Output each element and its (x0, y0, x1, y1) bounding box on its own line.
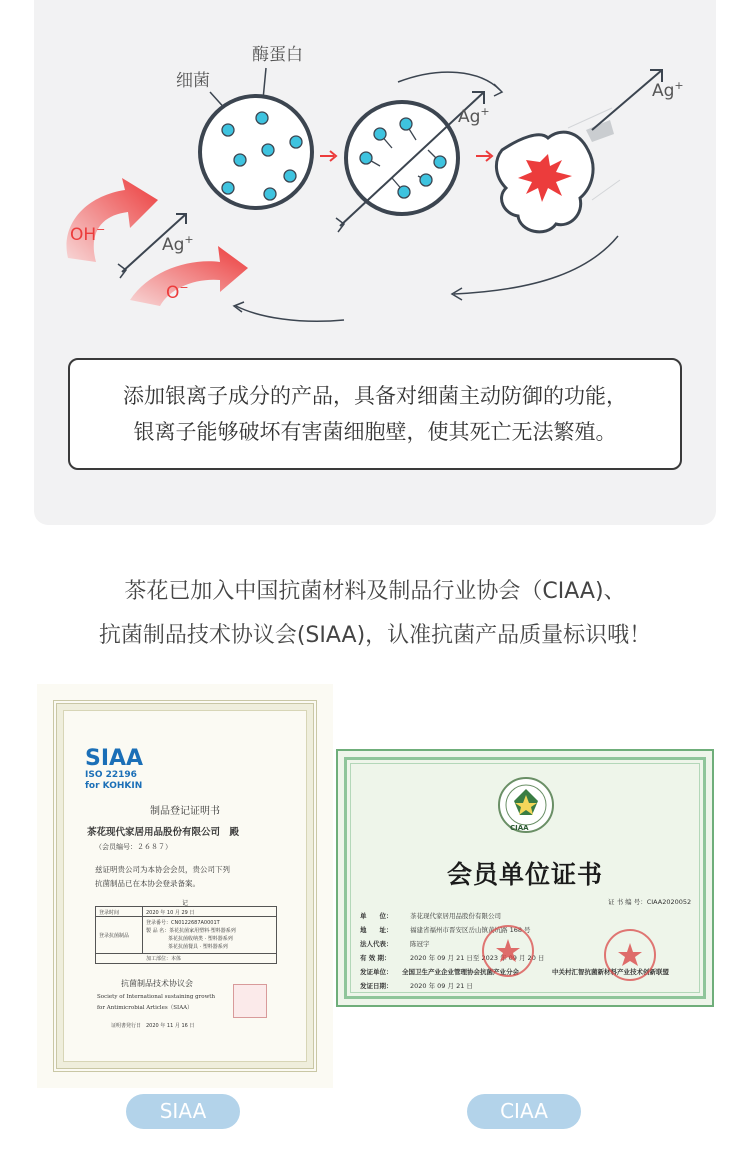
siaa-registration-table (95, 906, 277, 964)
info-callout (68, 358, 682, 470)
siaa-org-en-1: Society of International sustaining growth (97, 994, 216, 1000)
siaa-body-1: 兹证明贵公司为本协会会员，贵公司下列 (95, 865, 230, 874)
ciaa-unit-value: 茶花现代家居用品股份有限公司 (410, 912, 501, 920)
ciaa-valid-value: 2020 年 09 月 21 日至 2023 年 09 月 20 日 (410, 954, 545, 962)
ciaa-rep-key: 法人代表： (360, 940, 393, 948)
bacterium-intact (200, 96, 312, 208)
ag-ion-label-2: Ag+ (458, 105, 490, 127)
ciaa-title: 会员单位证书 (446, 860, 603, 889)
ciaa-certificate (336, 749, 714, 1007)
callout-line-1: 添加银离子成分的产品，具备对细菌主动防御的功能， (123, 384, 627, 408)
table-row-2-value-4: 茶花抗菌餐具 · 塑料器系列 (168, 944, 228, 950)
siaa-table-head: 记 (181, 900, 188, 907)
swirl-arrow-o (130, 246, 248, 306)
table-row-2-value-3: 茶花抗菌收纳类 · 塑料器系列 (168, 936, 233, 942)
enzyme-label: 酶蛋白 (252, 45, 303, 65)
siaa-iso: ISO 22196 (85, 770, 137, 780)
table-row-1-key: 登录时间 (99, 910, 120, 916)
siaa-label-badge: SIAA (126, 1094, 240, 1129)
ciaa-date-value: 2020 年 09 月 21 日 (410, 982, 473, 990)
ciaa-cert-no: 证 书 编 号：CIAA2020052 (608, 898, 692, 906)
intro-line-2: 抗菌制品技术协议会(SIAA)，认准抗菌产品质量标识哦！ (98, 623, 652, 648)
siaa-certificate (37, 684, 333, 1088)
table-row-2-value-2: 製 品 名：茶花抗菌家用塑料·塑料器系列 (146, 928, 236, 934)
siaa-org-en-2: for Antimicrobial Articles（SIAA） (97, 1005, 193, 1011)
ciaa-valid-key: 有 效 期： (360, 954, 391, 962)
ag-ion-label-3: Ag+ (652, 79, 684, 101)
table-row-2-value-1: 登录番号：CN0122687A0001T (146, 920, 220, 926)
table-row-2-key: 登录抗菌制品 (99, 933, 130, 939)
o-ion-label: O− (166, 281, 189, 303)
antibacterial-mechanism-diagram (0, 0, 750, 350)
ciaa-issuer-value-2: 中关村汇智抗菌新材料产业技术创新联盟 (552, 968, 669, 976)
table-row-1-value: 2020 年 10 月 29 日 (146, 910, 195, 916)
ciaa-label-badge: CIAA (467, 1094, 581, 1129)
swirl-arrow-oh (67, 178, 158, 262)
ciaa-date-key: 发证日期： (360, 982, 393, 990)
ag-ion-label-1: Ag+ (162, 233, 194, 255)
siaa-seal (233, 984, 267, 1018)
siaa-company: 茶花现代家居用品股份有限公司 殿 (87, 827, 240, 838)
bacteria-label: 细菌 (176, 71, 210, 91)
siaa-org-cn: 抗菌制品技术协议会 (121, 979, 193, 988)
table-row-3: 加工部位：本体 (146, 956, 182, 962)
ciaa-emblem-text: CIAA (510, 824, 529, 832)
ciaa-issuer-value-1: 全国卫生产业企业管理协会抗菌产业分会 (402, 968, 519, 976)
siaa-logo: SIAA (85, 746, 144, 771)
ciaa-rep-value: 陈冠宇 (410, 940, 430, 948)
ciaa-red-seal-1 (480, 923, 536, 979)
intro-line-1: 茶花已加入中国抗菌材料及制品行业协会（CIAA)、 (124, 579, 626, 604)
ciaa-red-seal-2 (602, 927, 658, 983)
siaa-member-no: （会员编号：２６８７） (95, 843, 172, 851)
siaa-for: for KOHKIN (85, 781, 143, 791)
siaa-body-2: 抗菌制品已在本协会登录备案。 (95, 879, 200, 888)
ciaa-address-value: 福建省福州市晋安区岳山镇黄坑路 168 号 (410, 926, 531, 934)
oh-ion-label: OH− (70, 223, 106, 245)
siaa-issue-date: 证明書発行日 2020 年 11 月 16 日 (111, 1023, 195, 1029)
ciaa-address-key: 地 址： (360, 926, 393, 934)
siaa-title: 制品登记证明书 (150, 806, 220, 817)
ciaa-unit-key: 单 位： (360, 912, 393, 920)
callout-line-2: 银离子能够破坏有害菌细胞壁，使其死亡无法繁殖。 (133, 420, 617, 444)
ciaa-issuer-key: 发证单位： (360, 968, 393, 976)
